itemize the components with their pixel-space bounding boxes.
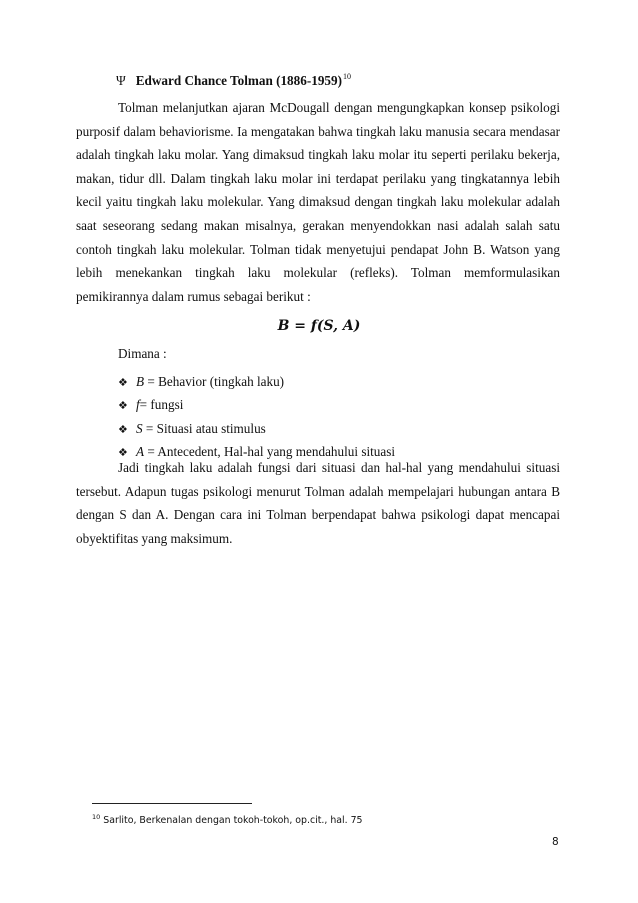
definition-symbol: B xyxy=(136,374,145,389)
diamond-bullet-icon: ❖ xyxy=(118,446,128,460)
list-item xyxy=(118,370,395,393)
page-number: 8 xyxy=(552,836,559,848)
list-item xyxy=(118,393,395,416)
definition-text: = fungsi xyxy=(139,397,184,413)
footnote xyxy=(92,813,363,826)
section-title: Edward Chance Tolman (1886-1959) xyxy=(135,73,342,88)
section-heading xyxy=(116,72,351,89)
definition-text: = Behavior (tingkah laku) xyxy=(144,374,285,389)
definition-symbol: f xyxy=(136,397,140,413)
footnote-number: 10 xyxy=(92,813,101,821)
paragraph-conclusion: Jadi tingkah laku adalah fungsi dari situasi dan hal-hal yang mendahului situasi tersebut. Adapun tugas psikologi menurut Tolman adalah mempelajari hubungan antara B dengan S dan A. Dengan cara ini Tolman berpendapat bahwa psikologi dapat mencapai obyektifitas yang maksimum. xyxy=(76,460,560,546)
definitions-label: Dimana : xyxy=(118,346,167,361)
diamond-bullet-icon: ❖ xyxy=(118,399,128,413)
footnote-divider xyxy=(92,803,252,804)
formula: B = f(S, A) xyxy=(277,318,361,334)
definition-symbol: S xyxy=(136,420,143,436)
diamond-bullet-icon: ❖ xyxy=(118,376,128,389)
diamond-bullet-icon: ❖ xyxy=(118,422,128,436)
definition-symbol: A xyxy=(136,444,145,460)
footnote-reference: 10 xyxy=(343,72,351,81)
psi-bullet-icon: Ψ xyxy=(116,73,126,88)
footnote-text: Sarlito, Berkenalan dengan tokoh-tokoh, op.cit., hal. 75 xyxy=(103,815,363,826)
definition-text: = Situasi atau stimulus xyxy=(142,420,266,436)
paragraph-intro: Tolman melanjutkan ajaran McDougall dengan mengungkapkan konsep psikologi purposif dalam behaviorisme. Ia mengatakan bahwa tingkah laku manusia secara mendasar adalah tingkah laku molar. Yang dimaksud tingkah laku molar itu seperti perilaku bekerja, makan, tidur dll. Dalam tingkah laku molar ini terdapat perilaku yang tingkatannya lebih kecil yaitu tingkah laku molekular. Yang dimaksud dengan tingkah laku molekular adalah saat seseorang sedang makan misalnya, gerakan menyendokkan nasi adalah salah satu contoh tingkah laku molekular. Tolman tidak menyetujui pendapat John B. Watson yang lebih menekankan tingkah laku molekular (refleks). Tolman memformulasikan pemikirannya dalam rumus sebagai berikut : xyxy=(76,100,560,304)
definitions-list xyxy=(118,370,395,464)
definition-text: = Antecedent, Hal-hal yang mendahului situasi xyxy=(144,444,396,460)
list-item xyxy=(118,417,395,440)
